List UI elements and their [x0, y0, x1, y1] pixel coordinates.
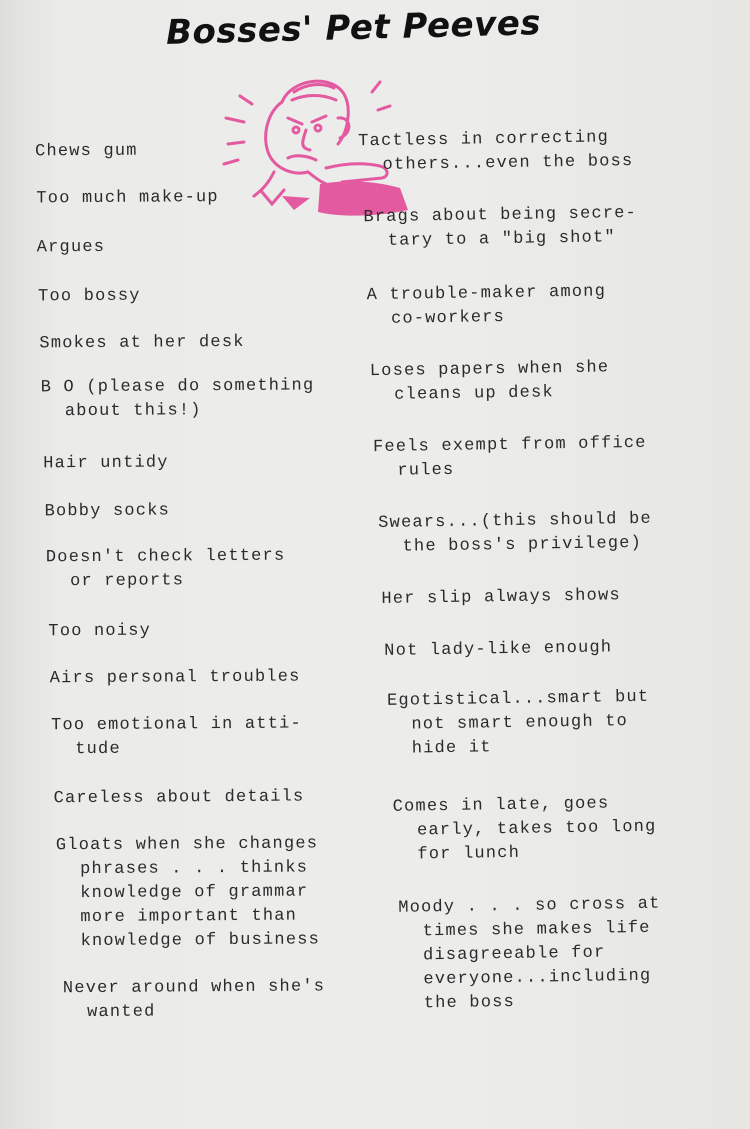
item-line: B O (please do something — [40, 376, 315, 398]
item-line: Brags about being secre- — [363, 203, 638, 228]
right-item — [373, 432, 647, 484]
right-item — [370, 356, 610, 408]
item-line: for lunch — [417, 843, 521, 865]
left-item — [63, 975, 326, 1025]
item-line: Never around when she's — [62, 977, 326, 999]
item-line: not smart enough to — [411, 712, 629, 735]
item-line: tude — [75, 739, 121, 760]
item-line: the boss — [423, 992, 516, 1014]
right-item — [398, 893, 662, 1017]
right-item — [384, 636, 612, 664]
item-line: Egotistical...smart but — [386, 687, 650, 711]
item-line: phrases . . . thinks — [79, 858, 309, 880]
left-item — [53, 786, 304, 812]
right-item — [363, 202, 637, 254]
left-item — [56, 832, 320, 954]
item-line: Her slip always shows — [381, 586, 621, 609]
item-line: Loses papers when she — [369, 358, 610, 382]
right-item — [378, 508, 652, 560]
item-line: cleans up desk — [394, 383, 554, 405]
item-line: Gloats when she changes — [55, 834, 319, 856]
right-item — [366, 280, 606, 332]
item-line: Tactless in correcting — [358, 128, 610, 152]
left-item — [48, 620, 151, 645]
item-line: Swears...(this should be — [378, 509, 652, 534]
item-line: Argues — [36, 237, 106, 258]
item-line: Feels exempt from office — [372, 433, 647, 458]
item-line: others...even the boss — [382, 151, 634, 175]
item-line: Doesn't check letters — [45, 546, 286, 568]
item-line: Not lady-like enough — [384, 638, 613, 661]
left-item — [46, 545, 286, 595]
item-line: tary to a "big shot" — [387, 228, 616, 251]
item-line: rules — [397, 460, 455, 481]
left-item — [38, 285, 141, 310]
item-line: about this!) — [64, 401, 202, 422]
item-line: Too noisy — [48, 621, 152, 642]
right-item — [387, 686, 650, 762]
item-line: Comes in late, goes — [392, 794, 610, 817]
item-line: A trouble-maker among — [366, 282, 607, 306]
item-line: Smokes at her desk — [39, 332, 245, 354]
right-item — [393, 792, 658, 868]
right-item — [381, 584, 621, 612]
page-title: Bosses' Pet Peeves — [165, 3, 542, 53]
item-line: Too emotional in atti- — [50, 714, 302, 736]
left-item — [36, 186, 219, 211]
left-item — [37, 236, 106, 260]
item-line: the boss's privilege) — [402, 533, 643, 557]
item-line: Chews gum — [34, 141, 138, 162]
right-item — [358, 126, 634, 178]
item-line: Hair untidy — [43, 453, 169, 474]
left-item — [50, 666, 301, 692]
left-item — [51, 713, 302, 763]
item-line: Bobby socks — [44, 501, 171, 522]
item-line: knowledge of business — [80, 930, 321, 952]
item-line: Too bossy — [37, 286, 141, 307]
item-line: co-workers — [390, 307, 506, 329]
item-line: or reports — [69, 571, 185, 592]
item-line: Careless about details — [53, 787, 305, 809]
item-line: disagreeable for — [422, 943, 606, 966]
item-line: knowledge of grammar — [80, 882, 309, 904]
left-item — [43, 451, 169, 476]
left-item — [41, 374, 315, 424]
item-line: hide it — [411, 738, 492, 759]
left-item — [35, 140, 138, 165]
item-line: early, takes too long — [416, 817, 657, 841]
left-item — [39, 331, 244, 356]
item-line: more important than — [80, 906, 298, 928]
item-line: Too much make-up — [36, 188, 219, 209]
item-line: wanted — [86, 1002, 156, 1023]
item-line: Airs personal troubles — [49, 667, 301, 689]
item-line: Moody . . . so cross at — [398, 894, 661, 918]
item-line: everyone...including — [423, 966, 652, 990]
left-item — [44, 499, 170, 524]
item-line: times she makes life — [422, 918, 651, 942]
